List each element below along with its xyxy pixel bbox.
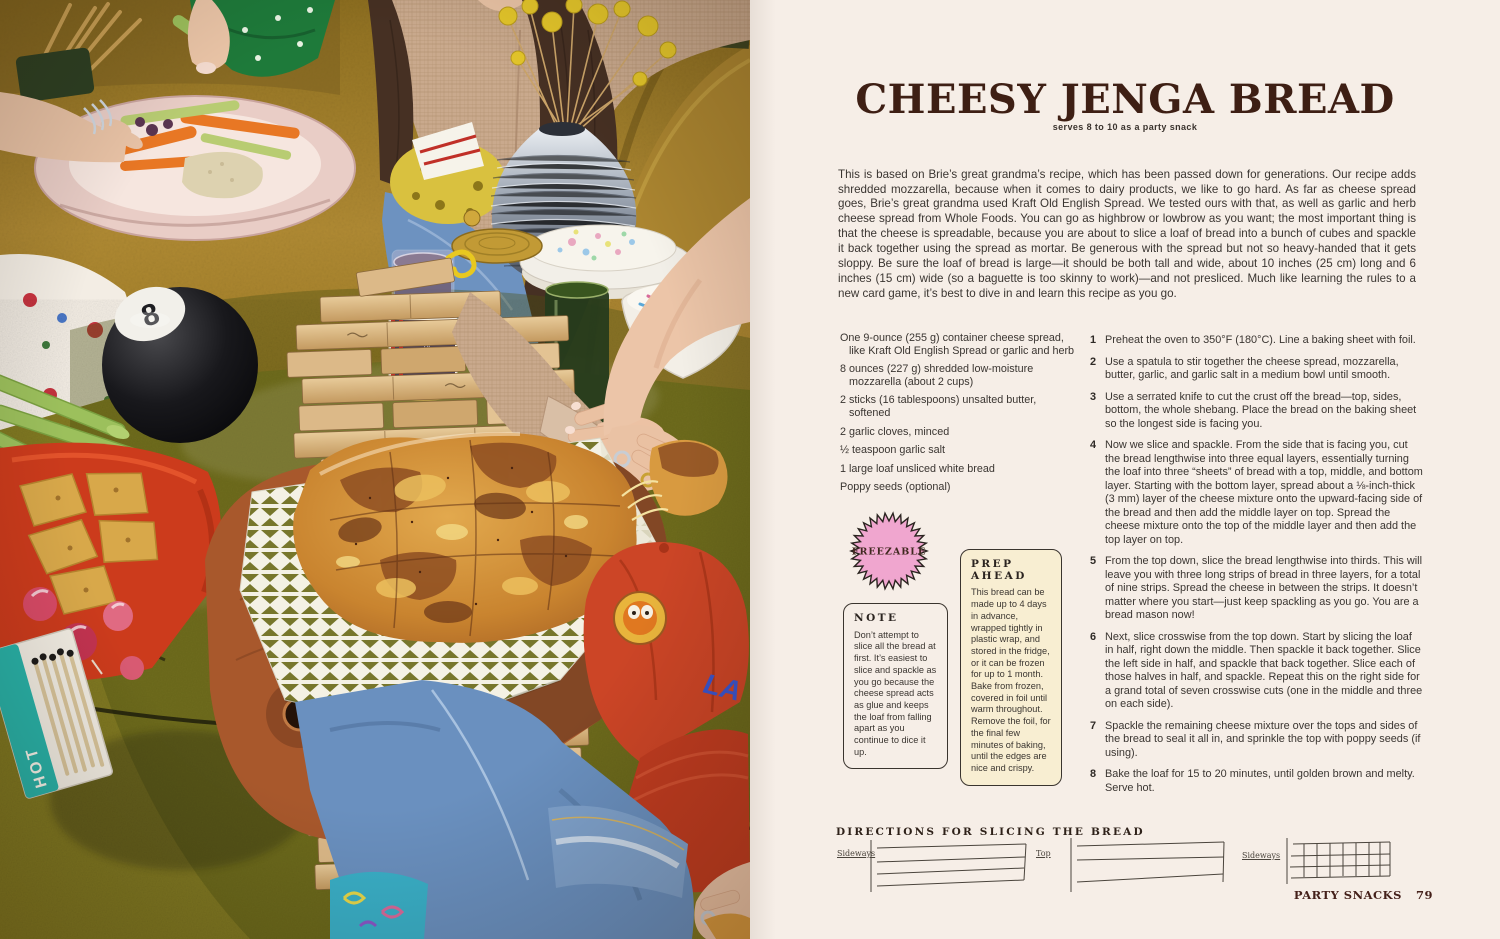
step-item — [1090, 439, 1423, 547]
footer-section: PARTY SNACKS — [1293, 888, 1402, 902]
step-item — [1090, 334, 1423, 348]
freezable-badge-label: FREEZABLE — [851, 546, 927, 558]
prep-ahead-title: PREP AHEAD — [971, 558, 1027, 582]
serves-line: serves 8 to 10 as a party snack — [1052, 122, 1198, 132]
ingredient-item: Poppy seeds (optional) — [840, 481, 951, 494]
step-item — [1090, 391, 1423, 432]
step-text: Use a serrated knife to cut the crust off the bread—top, sides, bottom, the whole shebang. Place the bread on the baking sheet so the longest side is facing you. — [1105, 390, 1417, 430]
step-item — [1090, 720, 1423, 761]
freezable-badge — [849, 511, 929, 591]
step-text: Use a spatula to stir together the cheese spread, mozzarella, butter, garlic, and garlic salt in a medium bowl until smooth. — [1105, 355, 1399, 381]
slicing-diagram-sideways-grid — [1282, 834, 1394, 888]
diagram-label-sideways-2: Sideways — [1242, 851, 1281, 860]
page-footer — [1294, 888, 1433, 902]
ingredient-item: One 9-ounce (255 g) container cheese spread, like Kraft Old English Spread or garlic and herb — [840, 332, 1075, 357]
step-text: Spackle the remaining cheese mixture over the tops and sides of the bread to seal it all in, and sprinkle the top with poppy seeds (if using). — [1105, 719, 1421, 759]
prep-ahead-body: This bread can be made up to 4 days in advance, wrapped tightly in plastic wrap, and stored in the fridge, or it can be frozen for up to 1 month. Bake from frozen, covered in foil until warm throughout. Remove the foil, for the final few minutes of baking, until the edges are nice and crispy. — [971, 587, 1051, 773]
slicing-diagram-top-layers — [1068, 834, 1228, 894]
step-number: 5 — [1090, 555, 1097, 567]
step-text: Next, slice crosswise from the top down. Start by slicing the loaf in half, right down the middle. Then spackle it back together. Slice the left side in half, and spackle that back together. Slice each of those halves in half, and spackle. Repeat this on the right side for a grand total of seven crosswise cuts (one in the middle and three on each side). — [1105, 630, 1423, 710]
ingredient-item: 2 sticks (16 tablespoons) unsalted butter, softened — [840, 394, 1037, 419]
step-number: 6 — [1090, 630, 1097, 643]
ingredient-list — [840, 332, 1078, 500]
step-item — [1090, 631, 1423, 712]
step-item — [1090, 356, 1423, 383]
step-number: 4 — [1090, 439, 1097, 451]
step-item — [1090, 555, 1423, 623]
ingredient-item: 8 ounces (227 g) shredded low-moisture mozzarella (about 2 cups) — [840, 363, 1034, 388]
step-number: 1 — [1090, 334, 1097, 346]
note-title: NOTE — [854, 612, 899, 624]
slicing-directions-title: DIRECTIONS FOR SLICING THE BREAD — [836, 826, 1145, 838]
recipe-page — [750, 0, 1500, 939]
step-number: 2 — [1090, 355, 1097, 368]
note-body: Don’t attempt to slice all the bread at first. It’s easiest to slice and spackle as you go because the cheese spread acts as glue and keeps the loaf from falling apart as you continue to dice it up. — [854, 629, 937, 757]
slicing-diagram-sideways-layers — [868, 838, 1030, 894]
diagram-label-sideways-1: Sideways — [837, 849, 876, 858]
step-text: Preheat the oven to 350°F (180°C). Line a baking sheet with foil. — [1105, 334, 1416, 346]
note-box — [843, 603, 948, 769]
step-number: 7 — [1090, 719, 1097, 732]
ingredient-item: 2 garlic cloves, minced — [840, 425, 950, 438]
prep-ahead-box — [960, 549, 1062, 786]
step-item — [1090, 768, 1423, 795]
step-text: Now we slice and spackle. From the side that is facing you, cut the bread lengthwise into three equal layers, essentially turning the loaf into three “sheets” of bread with a top, middle, and bottom layer. Starting with the bottom layer, spread about a ⅛-inch-thick (3 mm) layer of the cheese mixture onto the upward-facing side of the bread and then add the middle layer on top. Spread the cheese mixture onto the top of the middle layer and then add the top layer on top. — [1105, 439, 1423, 546]
ingredient-item: 1 large loaf unsliced white bread — [840, 462, 995, 475]
diagram-label-top: Top — [1036, 849, 1051, 858]
step-number: 8 — [1090, 768, 1097, 780]
step-text: Bake the loaf for 15 to 20 minutes, until golden brown and melty. Serve hot. — [1105, 768, 1415, 794]
recipe-intro: This is based on Brie’s great grandma’s recipe, which has been passed down for generations. Our recipe adds shredded mozzarella, because when it comes to dairy products, we like to go hard. As far as cheese spread goes, Brie’s great grandma used Kraft Old English Spread. We tested ours with that, as well as garlic and herb cheese spread from Whole Foods. You can go as highbrow or lowbrow as you want; the most important thing is that the cheese is spreadable, because you are about to slice a loaf of bread into a bunch of cubes and spackle it back together using the spread as mortar. Be generous with the spread but not so heavy-handed that it gets sloppy. Be sure the loaf of bread is large—it should be both tall and wide, about 10 inches (25 cm) long and 6 inches (15 cm) wide (so a baguette is too skinny to work)—and not presliced. Much like learning the rules to a new card game, it’s best to dive in and learn this recipe as you go. — [838, 167, 1416, 300]
step-list — [1090, 334, 1423, 803]
step-number: 3 — [1090, 390, 1097, 403]
footer-page-number: 79 — [1415, 888, 1433, 902]
ingredient-item: ½ teaspoon garlic salt — [840, 444, 946, 457]
step-text: From the top down, slice the bread lengthwise into thirds. This will leave you with three long strips of bread in three layers, for a total of nine strips. Spread the cheese in between the strips. It doesn’t matter where you start—just keep spackling as you go. You are a bread mason now! — [1105, 555, 1422, 621]
recipe-title: CHEESY JENGA BREAD — [855, 76, 1395, 123]
